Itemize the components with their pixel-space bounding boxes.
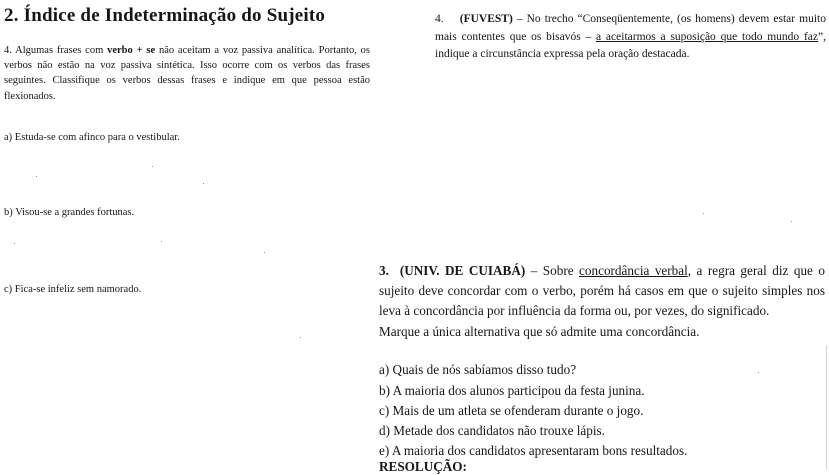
option-label: b) [379, 383, 390, 398]
statement-text: não aceitam a voz passiva analítica. Portanto, os verbos não estão na voz passiva sintética. Isso ocorre com os verbos das frases seguintes. Classifique os verbos dessas frases e indique em que pessoa estão flexionados. [4, 45, 370, 102]
question-source: (FUVEST) [459, 13, 513, 25]
question-number: 4. [435, 13, 444, 25]
question-3-option-d [379, 423, 605, 439]
question-3-option-c [379, 403, 643, 419]
highlighted-clause: a aceitarmos a suposição que todo mundo faz [596, 30, 819, 43]
option-text: Quais de nós sabíamos disso tudo? [392, 362, 577, 377]
question-source: (UNIV. DE CUIABÁ) [399, 263, 526, 278]
question-4-item-b [4, 207, 134, 218]
option-label: c) [379, 403, 390, 418]
statement-text: , a regra geral diz que o sujeito deve concordar com o verbo, porém há casos em que o sujeito simples nos leva à concordância por influência da forma ou, por vezes, do significado. [379, 263, 825, 319]
option-label: e) [379, 443, 390, 458]
option-label: d) [379, 423, 390, 438]
option-text: Metade dos candidatos não trouxe lápis. [393, 423, 605, 438]
statement-text: ”, indique a circunstância expressa pela oração destacada. [435, 30, 827, 60]
item-label: a) [4, 132, 13, 143]
question-3-option-a [379, 362, 576, 378]
scan-speck [36, 176, 37, 177]
scan-speck [300, 337, 301, 338]
question-4-right-statement [435, 11, 826, 64]
section-title: 2. Índice de Indeterminação do Sujeito [4, 5, 326, 26]
question-number: 3. [379, 263, 389, 278]
scan-speck [264, 252, 265, 253]
item-text: Visou-se a grandes fortunas. [15, 207, 135, 218]
question-number: 4. [4, 45, 12, 56]
statement-text: – Sobre [525, 263, 580, 278]
item-label: b) [4, 207, 13, 218]
option-text: Mais de um atleta se ofenderam durante o jogo. [392, 403, 644, 418]
option-text: A maioria dos alunos participou da festa junina. [392, 383, 645, 398]
underlined-term: concordância verbal [579, 263, 688, 278]
item-text: Fica-se infeliz sem namorado. [14, 284, 142, 295]
question-3-statement [379, 261, 825, 342]
question-3-option-b [379, 383, 645, 399]
option-text: A maioria dos candidatos apresentaram bons resultados. [391, 443, 688, 458]
scan-speck [703, 213, 704, 214]
statement-text: Algumas frases com [11, 45, 108, 56]
item-text: Estuda-se com afinco para o vestibular. [14, 132, 180, 143]
question-3-option-e [379, 443, 687, 459]
scan-speck [758, 372, 759, 373]
bold-term: verbo + se [107, 45, 156, 56]
scan-speck [791, 221, 792, 222]
scan-edge-line [826, 345, 827, 469]
resolution-label: RESOLUÇÃO: [379, 459, 467, 474]
option-label: a) [379, 362, 390, 377]
item-label: c) [4, 284, 13, 295]
statement-text: – No trecho “Conseqüentemente, (os homens) devem estar muito mais contentes que os bisavós – [435, 13, 826, 43]
scan-speck [14, 243, 15, 244]
scan-speck [161, 241, 162, 242]
question-4-left-statement [4, 43, 370, 104]
question-instruction: Marque a única alternativa que só admite uma concordância. [379, 323, 700, 339]
scan-speck [203, 183, 204, 184]
scan-speck [152, 166, 153, 167]
question-4-item-c [4, 284, 141, 295]
question-4-item-a [4, 132, 180, 143]
